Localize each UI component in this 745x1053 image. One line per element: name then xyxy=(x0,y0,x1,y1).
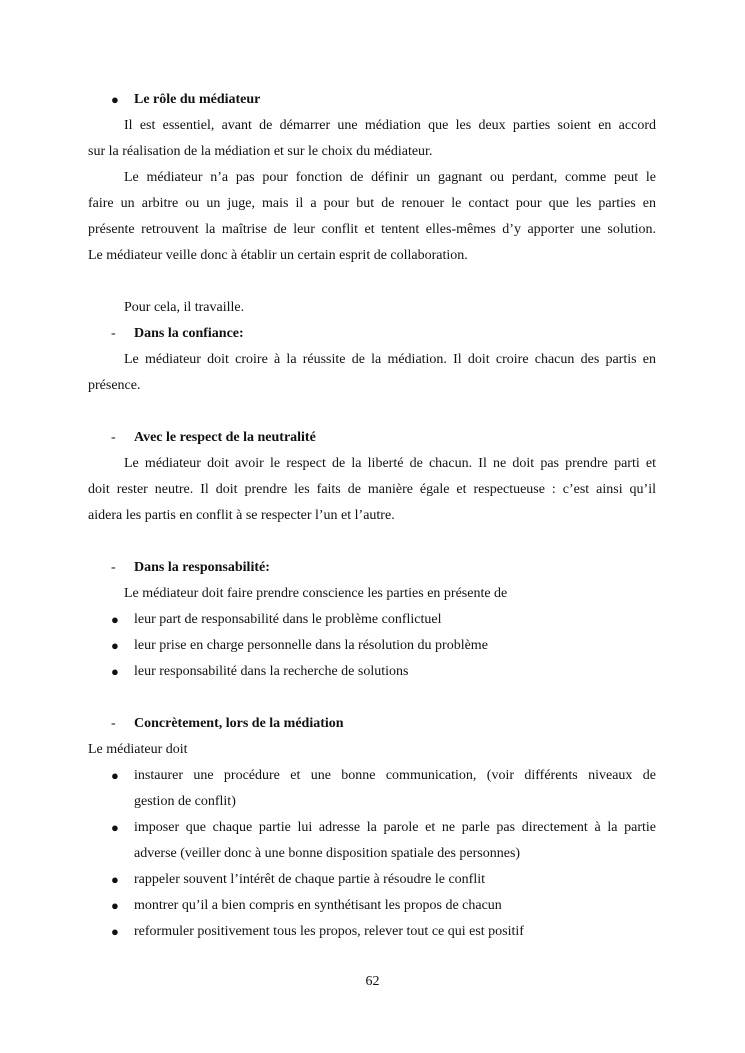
list-item-text: leur responsabilité dans la recherche de solutions xyxy=(134,664,409,679)
paragraph-line: Le médiateur doit avoir le respect de la liberté de chacun. Il ne doit pas prendre parti et xyxy=(124,456,656,471)
bullet-icon: ● xyxy=(111,638,119,653)
paragraph-line: Il est essentiel, avant de démarrer une médiation que les deux parties soient en accord xyxy=(124,118,656,133)
spacer xyxy=(88,399,656,425)
list-item-continuation: adverse (veiller donc à une bonne disposition spatiale des personnes) xyxy=(134,846,521,861)
paragraph-line: aidera les partis en conflit à se respecter l’un et l’autre. xyxy=(88,508,395,523)
paragraph-line: Le médiateur doit croire à la réussite de la médiation. Il doit croire chacun des partis en xyxy=(124,352,656,367)
heading-text: Dans la responsabilité: xyxy=(134,560,270,575)
list-item-text: leur prise en charge personnelle dans la résolution du problème xyxy=(134,638,488,653)
list-item-text: reformuler positivement tous les propos, relever tout ce qui est positif xyxy=(134,924,524,939)
paragraph-line: présente retrouvent la maîtrise de leur conflit et tentent elles-mêmes d’y apporter une solution. xyxy=(88,222,656,237)
heading-text: Concrètement, lors de la médiation xyxy=(134,716,344,731)
list-item-text: leur part de responsabilité dans le problème conflictuel xyxy=(134,612,442,627)
section-heading-responsabilite xyxy=(88,555,656,581)
paragraph-line: Le médiateur doit faire prendre conscience les parties en présente de xyxy=(124,586,508,601)
bullet-icon: ● xyxy=(111,612,119,627)
list-item xyxy=(88,893,656,919)
bullet-icon: ● xyxy=(111,768,119,783)
list-item xyxy=(88,633,656,659)
list-item xyxy=(88,659,656,685)
list-item xyxy=(88,815,656,841)
dash-bullet-icon: - xyxy=(111,716,116,731)
bullet-icon: ● xyxy=(111,924,119,939)
bullet-icon: ● xyxy=(111,664,119,679)
bullet-icon: ● xyxy=(111,92,119,107)
paragraph-line: Pour cela, il travaille. xyxy=(124,300,245,315)
paragraph-line: doit rester neutre. Il doit prendre les faits de manière égale et respectueuse : c’est ainsi qu’il xyxy=(88,482,656,497)
list-item-text: instaurer une procédure et une bonne communication, (voir différents niveaux de xyxy=(134,768,656,783)
spacer xyxy=(88,529,656,555)
dash-bullet-icon: - xyxy=(111,326,116,341)
list-item-text: rappeler souvent l’intérêt de chaque partie à résoudre le conflit xyxy=(134,872,486,887)
list-item-text: imposer que chaque partie lui adresse la parole et ne parle pas directement à la partie xyxy=(134,820,656,835)
bullet-icon: ● xyxy=(111,898,119,913)
bullet-icon: ● xyxy=(111,820,119,835)
section-heading-neutralite xyxy=(88,425,656,451)
paragraph-line: Le médiateur veille donc à établir un certain esprit de collaboration. xyxy=(88,248,468,263)
page-number: 62 xyxy=(365,974,380,989)
heading-text: Dans la confiance: xyxy=(134,326,244,341)
list-item xyxy=(88,763,656,789)
list-item xyxy=(88,919,656,945)
paragraph-line: Le médiateur n’a pas pour fonction de définir un gagnant ou perdant, comme peut le xyxy=(124,170,656,185)
spacer xyxy=(88,269,656,295)
spacer xyxy=(88,685,656,711)
paragraph-line: Le médiateur doit xyxy=(88,742,188,757)
dash-bullet-icon: - xyxy=(111,560,116,575)
bullet-icon: ● xyxy=(111,872,119,887)
section-heading-role xyxy=(88,87,656,113)
list-item xyxy=(88,607,656,633)
heading-text: Avec le respect de la neutralité xyxy=(134,430,316,445)
section-heading-concretement xyxy=(88,711,656,737)
paragraph-line: faire un arbitre ou un juge, mais il a pour but de renouer le contact pour que les parties en xyxy=(88,196,656,211)
document-page xyxy=(88,87,656,945)
section-heading-confiance xyxy=(88,321,656,347)
paragraph-line: sur la réalisation de la médiation et sur le choix du médiateur. xyxy=(88,144,433,159)
heading-text: Le rôle du médiateur xyxy=(134,92,261,107)
dash-bullet-icon: - xyxy=(111,430,116,445)
list-item-text: montrer qu’il a bien compris en synthétisant les propos de chacun xyxy=(134,898,502,913)
paragraph-line: présence. xyxy=(88,378,141,393)
list-item xyxy=(88,867,656,893)
list-item-continuation: gestion de conflit) xyxy=(134,794,236,809)
